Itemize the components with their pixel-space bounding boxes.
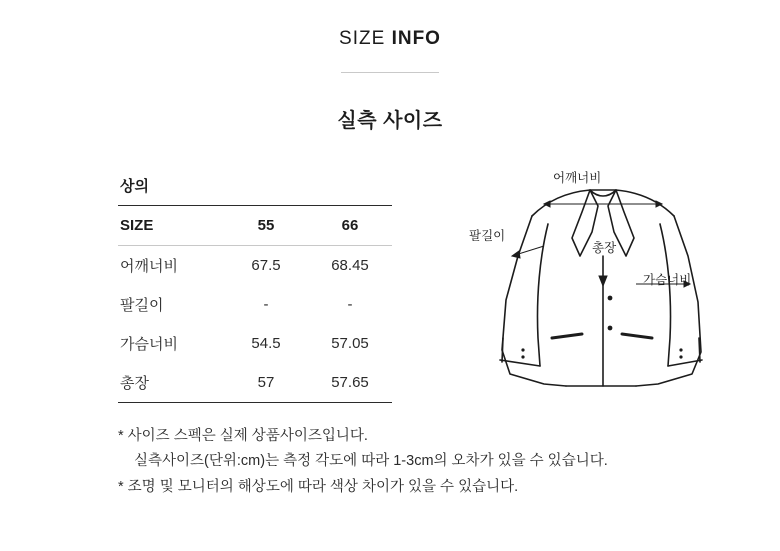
row-label: 팔길이: [120, 297, 164, 314]
column-header-66: 66: [308, 206, 392, 246]
page-header: [0, 28, 780, 73]
notes-block: [118, 424, 718, 500]
label-shoulder-width: 어깨너비: [553, 171, 602, 185]
note-line: * 조명 및 모니터의 해상도에 따라 색상 차이가 있을 수 있습니다.: [118, 478, 519, 495]
table-caption: 상의: [120, 178, 149, 195]
column-header-55: 55: [224, 206, 308, 246]
note-line: 실측사이즈(단위:cm)는 측정 각도에 따라 1-3cm의 오차가 있을 수 있습니다.: [134, 453, 608, 470]
size-table-body: [118, 246, 392, 403]
jacket-drawing: [440, 160, 760, 410]
row-value-66: 68.45: [331, 257, 369, 274]
size-table-head: [118, 206, 392, 246]
label-total-length: 총장: [592, 241, 617, 255]
table-row: [118, 363, 392, 403]
header-divider: [341, 72, 439, 73]
row-value-55: 57: [224, 363, 308, 403]
label-chest-width: 가슴너비: [643, 273, 692, 287]
label-sleeve-length: 팔길이: [469, 229, 506, 243]
page-title-bold: INFO: [391, 28, 441, 49]
size-table: [118, 205, 392, 403]
row-value-55: 67.5: [251, 257, 281, 274]
table-header-row: [118, 206, 392, 246]
row-label: 어깨너비: [120, 258, 178, 275]
row-label: 가슴너비: [120, 336, 178, 353]
page-title-thin: SIZE: [339, 28, 386, 49]
section-subtitle: 실측 사이즈: [337, 110, 443, 132]
garment-illustration: [440, 160, 760, 410]
note-line: * 사이즈 스펙은 실제 상품사이즈입니다.: [118, 428, 368, 444]
table-row: [118, 285, 392, 324]
row-value-55: 54.5: [251, 335, 281, 352]
table-row: [118, 324, 392, 363]
size-table-block: [118, 175, 390, 403]
row-value-55: -: [263, 296, 269, 313]
row-label: 총장: [118, 363, 224, 403]
table-row: [118, 246, 392, 286]
row-value-66: 57.05: [331, 335, 369, 352]
page-title: [0, 28, 780, 50]
column-header-size: SIZE: [118, 206, 224, 246]
row-value-66: 57.65: [308, 363, 392, 403]
row-value-66: -: [347, 296, 353, 313]
